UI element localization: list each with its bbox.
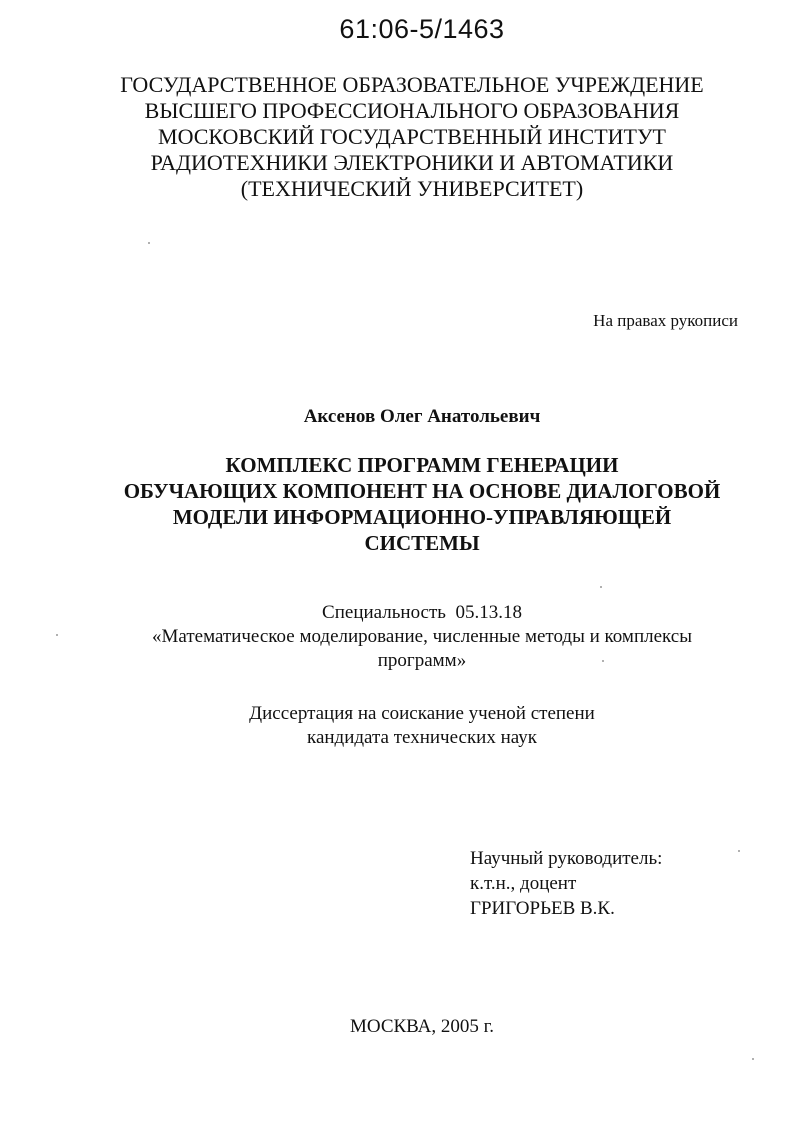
- city-year: МОСКВА, 2005 г.: [349, 1016, 495, 1037]
- degree-line: кандидата технических наук: [307, 727, 537, 748]
- degree-line: Диссертация на соискание ученой степени: [249, 703, 595, 724]
- dissertation-title: [0, 452, 794, 556]
- degree-statement: [0, 702, 794, 750]
- institution-line: МОСКОВСКИЙ ГОСУДАРСТВЕННЫЙ ИНСТИТУТ: [158, 124, 666, 149]
- title-line: СИСТЕМЫ: [364, 531, 480, 555]
- archive-stamp-number: 61:06-5/1463: [339, 14, 505, 44]
- specialty-block: [0, 601, 794, 673]
- scan-speck: [738, 850, 740, 852]
- institution-line: ВЫСШЕГО ПРОФЕССИОНАЛЬНОГО ОБРАЗОВАНИЯ: [144, 98, 680, 123]
- institution-line: ГОСУДАРСТВЕННОЕ ОБРАЗОВАТЕЛЬНОЕ УЧРЕЖДЕНИЕ: [120, 72, 704, 97]
- title-line: МОДЕЛИ ИНФОРМАЦИОННО-УПРАВЛЯЮЩЕЙ: [172, 505, 672, 529]
- title-line: КОМПЛЕКС ПРОГРАММ ГЕНЕРАЦИИ: [225, 453, 619, 477]
- supervisor-degree: к.т.н., доцент: [470, 873, 577, 894]
- specialty-name-line: «Математическое моделирование, численные методы и комплексы: [152, 626, 692, 647]
- title-line: ОБУЧАЮЩИХ КОМПОНЕНТ НА ОСНОВЕ ДИАЛОГОВОЙ: [123, 479, 721, 503]
- institution-header: [0, 72, 794, 202]
- supervisor-name: ГРИГОРЬЕВ В.К.: [470, 898, 615, 919]
- institution-line: РАДИОТЕХНИКИ ЭЛЕКТРОНИКИ И АВТОМАТИКИ: [150, 150, 674, 175]
- scan-speck: [600, 586, 602, 588]
- specialty-code: Специальность 05.13.18: [322, 602, 522, 623]
- institution-line: (ТЕХНИЧЕСКИЙ УНИВЕРСИТЕТ): [240, 176, 584, 201]
- scan-speck: [148, 242, 150, 244]
- author-name: Аксенов Олег Анатольевич: [303, 406, 541, 427]
- scan-speck: [602, 660, 604, 662]
- supervisor-block: [470, 846, 662, 921]
- manuscript-rights-note: На правах рукописи: [593, 311, 738, 330]
- scan-speck: [56, 634, 58, 636]
- scan-speck: [752, 1058, 754, 1060]
- specialty-name-line: программ»: [377, 650, 467, 671]
- supervisor-label: Научный руководитель:: [470, 848, 663, 869]
